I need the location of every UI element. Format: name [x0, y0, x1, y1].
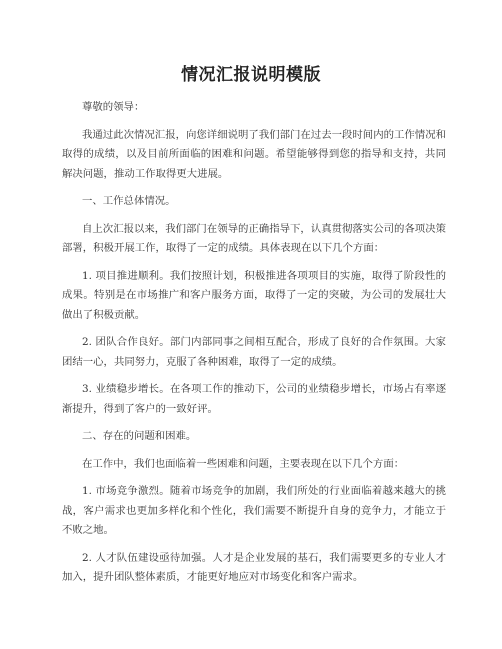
overall-paragraph: 自上次汇报以来，我们部门在领导的正确指导下，认真贯彻落实公司的各项决策部署，积极开展工作，取得了一定的成绩。具体表现在以下几个方面：: [62, 222, 446, 254]
salutation: 尊敬的领导：: [82, 101, 145, 113]
intro-paragraph: 我通过此次情况汇报，向您详细说明了我们部门在过去一段时间内的工作情况和取得的成绩，以及目前所面临的困难和问题。希望能够得到您的指导和支持，共同解决问题，推动工作取得更大进展。: [62, 128, 446, 180]
document-body: [62, 98, 446, 596]
list-item-talent: 2. 人才队伍建设亟待加强。人才是企业发展的基石，我们需要更多的专业人才加入，提升团队整体素质，才能更好地应对市场变化和客户需求。: [62, 551, 446, 583]
list-item-project-progress: 1. 项目推进顺利。我们按照计划，积极推进各项项目的实施，取得了阶段性的成果。特别是在市场推广和客户服务方面，取得了一定的突破，为公司的发展壮大做出了积极贡献。: [62, 269, 446, 321]
document-title: 情况汇报说明模版: [181, 65, 321, 85]
list-item-teamwork: 2. 团队合作良好。部门内部同事之间相互配合，形成了良好的合作氛围。大家团结一心，共同努力，克服了各种困难，取得了一定的成绩。: [62, 336, 446, 368]
problems-intro-paragraph: 在工作中，我们也面临着一些困难和问题，主要表现在以下几个方面：: [82, 457, 405, 470]
section-heading-problems: 二、存在的问题和困难。: [82, 430, 197, 442]
section-heading-overall: 一、工作总体情况。: [82, 195, 176, 207]
list-item-performance: 3. 业绩稳步增长。在各项工作的推动下，公司的业绩稳步增长，市场占有率逐渐提升，得到了客户的一致好评。: [62, 383, 446, 415]
list-item-competition: 1. 市场竞争激烈。随着市场竞争的加剧，我们所处的行业面临着越来越大的挑战，客户需求也更加多样化和个性化，我们需要不断提升自身的竞争力，才能立于不败之地。: [62, 485, 446, 536]
